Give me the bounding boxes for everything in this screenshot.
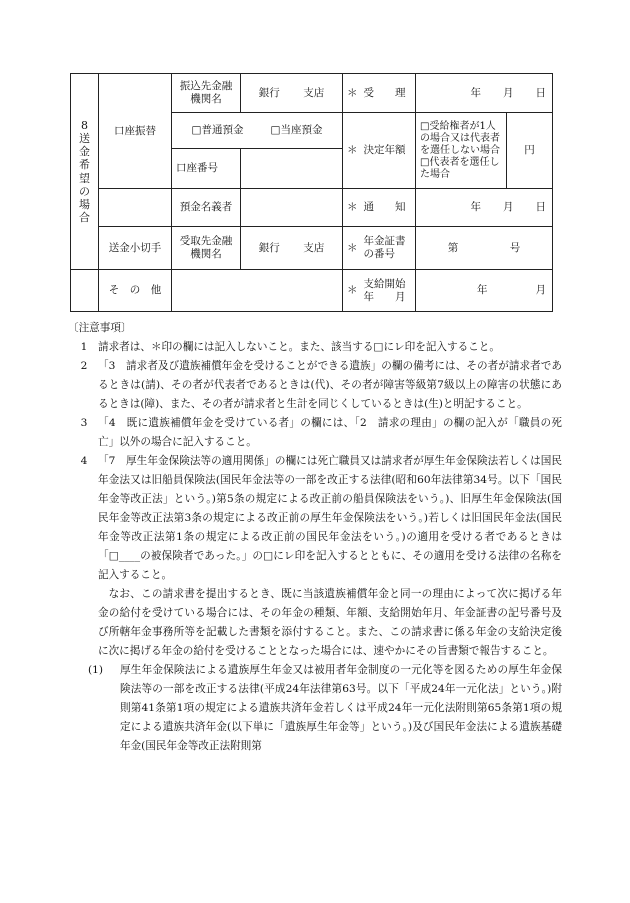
blank-cell xyxy=(99,189,172,227)
note-sub-item: (1) 厚生年金保険法による遺族厚生年金又は被用者年金制度の一元化等を図るための厚生年金保険法等の一部を改正する法律(平成24年法律第63号。以下「平成24年一元化法」という。)附則第41条第1項の規定による遺族共済年金若しくは平成24年一元化法附則第65条第1項の規定による遺族共済年金(以下単に「遺族厚生年金等」という。)及び国民年金法による遺族基礎年金(国民年金等改正法附則第 xyxy=(88,664,562,752)
payment-request-table xyxy=(70,73,553,312)
pension-cert-label: ＊ 年金証書の番号 xyxy=(343,227,416,270)
note-item: 1 請求者は、＊印の欄には記入しないこと。また、該当する□にレ印を記入すること。 xyxy=(80,341,500,353)
notice-label: ＊ 通 知 xyxy=(343,189,416,227)
account-number-label: 口座番号 xyxy=(172,149,241,189)
current-deposit-checkbox: □当座預金 xyxy=(270,124,323,137)
account-holder-label: 預金名義者 xyxy=(172,189,241,227)
check-label: 送金小切手 xyxy=(99,227,172,270)
receiving-bank-label: 受取先金融機関名 xyxy=(172,227,241,270)
received-label: ＊ 受 理 xyxy=(343,74,416,113)
decided-amount-label: ＊ 決定年額 xyxy=(343,113,416,189)
pension-cert-field[interactable]: 第 号 xyxy=(416,227,553,270)
payment-start-field[interactable]: 年 月 xyxy=(416,270,553,312)
note-item: 2 「3 請求者及び遺族補償年金を受けることができる遺族」の欄の備考には、その者が請求者であるときは(請)、その者が代表者であるときは(代)、その者が障害等級第7級以上の障害の状態にあるときは(障)、また、その者が請求者と生計を同じくしているときは(生)と明記すること。 xyxy=(80,360,562,410)
yen-field[interactable]: 円 xyxy=(507,113,553,189)
note-item: 3 「4 既に遺族補償年金を受けている者」の欄には、「2 請求の理由」の欄の記入が「職員の死亡」以外の場合に記入すること。 xyxy=(80,417,562,448)
payment-start-label: ＊ 支給開始年 月 xyxy=(343,270,416,312)
note-item: 4 「7 厚生年金保険法等の適用関係」の欄には死亡職員又は請求者が厚生年金保険法若しくは国民年金法又は旧船員保険法(国民年金法等の一部を改正する法律(昭和60年法律第34号。以下「国民年金等改正法」という。)第5条の規定による改正前の船員保険法をいう。)、旧厚生年金保険法(国民年金等改正法第3条の規定による改正前の厚生年金保険法をいう。)若しくは旧国民年金法(国民年金等改正法第1条の規定による改正前の国民年金法をいう。)の適用を受ける者であるときは「□____の被保険者であった。」の□にレ印を記入するとともに、その適用を受ける法律の名称を記入すること。 xyxy=(80,455,562,581)
other-label: そ の 他 xyxy=(99,270,172,312)
receiving-bank-field[interactable]: 銀行 支店 xyxy=(241,227,343,270)
notes-heading: 〔注意事項〕 xyxy=(68,322,132,334)
blank-cell xyxy=(71,270,99,312)
beneficiary-options[interactable]: □受給権者が1人の場合又は代表者を選任しない場合□代表者を選任した場合 xyxy=(416,113,507,189)
notes-section xyxy=(70,319,562,756)
note-paragraph: なお、この請求書を提出するとき、既に当該遺族補償年金と同一の理由によって次に掲げる年金の給付を受けている場合には、その年金の種類、年額、支給開始年月、年金証書の記号番号及び所轄年金事務所等を記載した書類を添付すること。また、この請求書に係る年金の支給決定後に次に掲げる年金の給付を受けることとなった場合には、速やかにその旨書類で報告すること。 xyxy=(98,588,562,657)
received-date-field[interactable]: 年 月 日 xyxy=(416,74,553,113)
deposit-type-field[interactable] xyxy=(172,113,343,149)
other-field[interactable] xyxy=(172,270,343,312)
notice-date-field[interactable]: 年 月 日 xyxy=(416,189,553,227)
koza-furikae-label: 口座振替 xyxy=(99,74,172,189)
furikomi-bank-label: 振込先金融機関名 xyxy=(172,74,241,113)
ordinary-deposit-checkbox: □普通預金 xyxy=(191,124,244,137)
account-holder-field[interactable] xyxy=(241,189,343,227)
section-8-title: 8 送 金 希 望 の 場 合 xyxy=(71,74,99,270)
account-number-field[interactable] xyxy=(241,149,343,189)
furikomi-bank-field[interactable]: 銀行 支店 xyxy=(241,74,343,113)
